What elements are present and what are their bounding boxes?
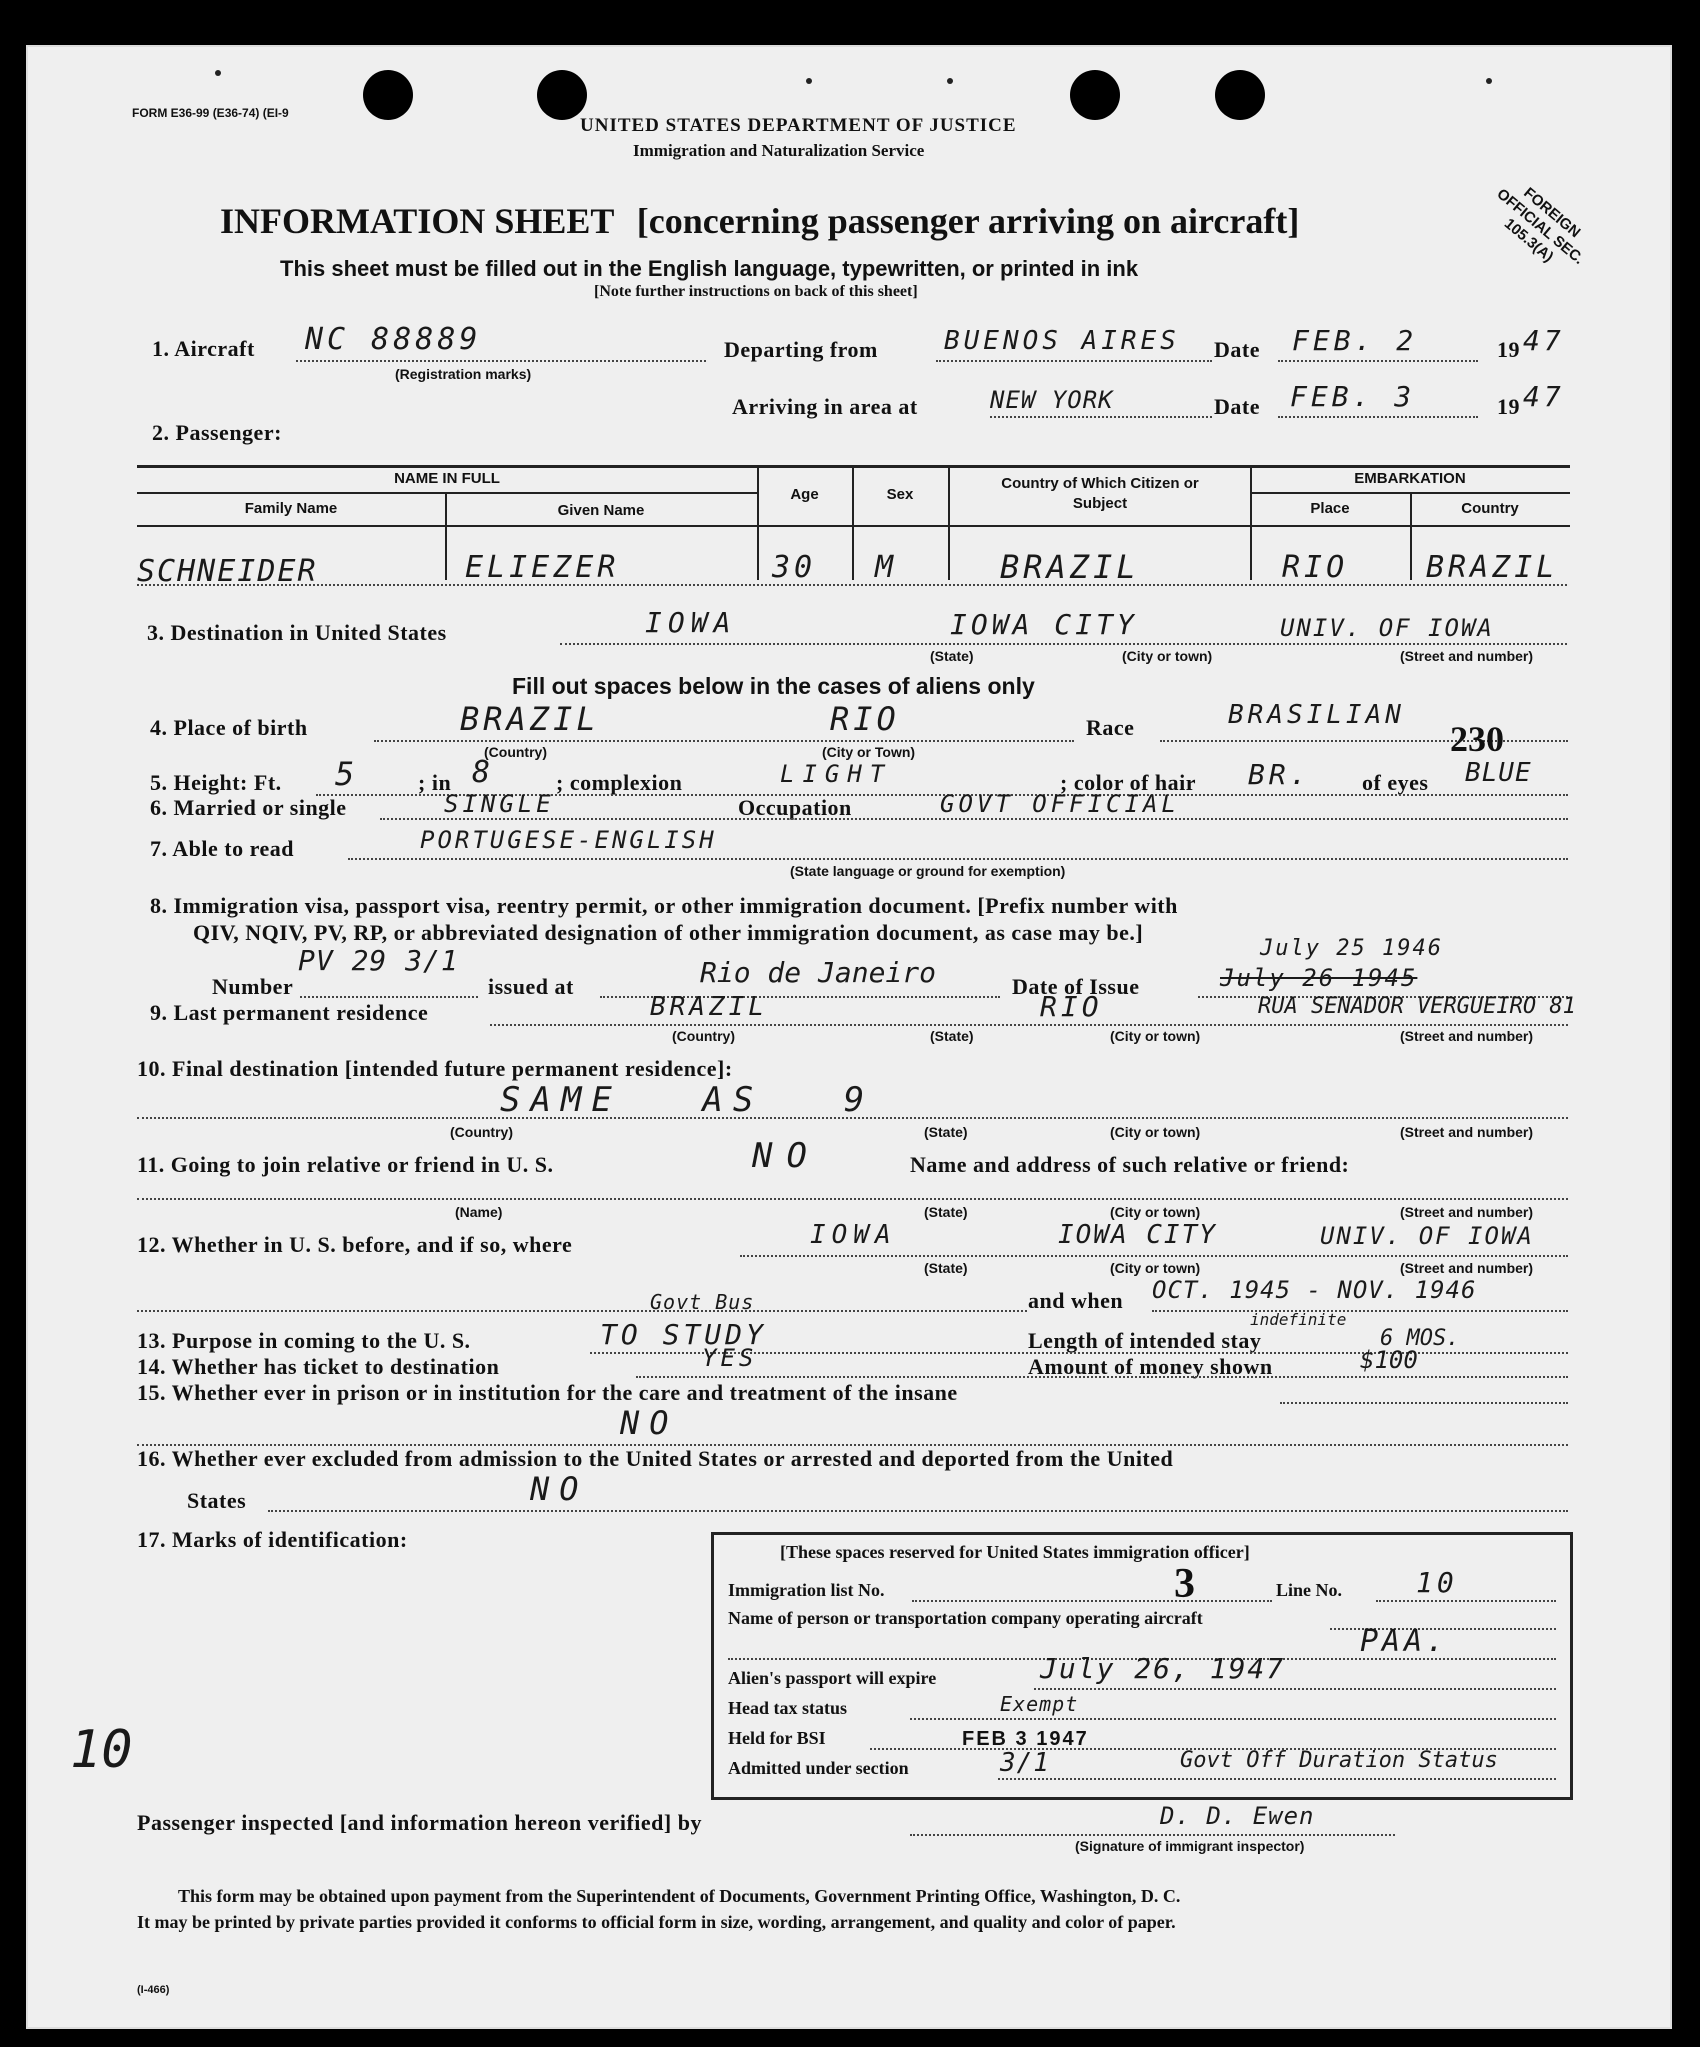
form-code: (I-466) xyxy=(137,1984,170,1996)
sex-value: M xyxy=(875,550,898,585)
race-label: Race xyxy=(1086,715,1135,740)
purpose-value: TO STUDY xyxy=(600,1318,767,1351)
caption-city: (City or town) xyxy=(1110,1028,1201,1044)
visa-text-2: QIV, NQIV, PV, RP, or abbreviated designation of other immigration document, as case may be.] xyxy=(193,920,1144,945)
occupation-label: Occupation xyxy=(738,795,852,820)
header-country: Country of Which Citizen or Subject xyxy=(1001,475,1199,512)
header-age: Age xyxy=(790,486,819,503)
birth-city: RIO xyxy=(830,700,900,738)
money-value: $100 xyxy=(1360,1346,1418,1374)
caption-city: (City or town) xyxy=(1110,1124,1201,1140)
stay-note: indefinite xyxy=(1250,1310,1347,1329)
binder-dot xyxy=(806,78,812,84)
issue-date-crossed: July 26 1945 xyxy=(1220,964,1418,992)
height-feet: 5 xyxy=(335,755,359,793)
line-value: 10 xyxy=(1416,1566,1458,1599)
height-inches: 8 xyxy=(472,755,495,790)
list-label: Immigration list No. xyxy=(728,1580,885,1600)
age-value: 30 xyxy=(772,550,817,585)
form-number: FORM E36-99 (E36-74) (EI-9 xyxy=(132,106,289,120)
race-value: BRASILIAN xyxy=(1228,700,1405,730)
inches-label: ; in xyxy=(418,770,452,795)
previous-street: UNIV. OF IOWA xyxy=(1320,1222,1534,1250)
header-place: Place xyxy=(1310,500,1350,517)
destination-city: IOWA CITY xyxy=(950,608,1138,641)
complexion-value: LIGHT xyxy=(780,760,893,788)
title-sub: [concerning passenger arriving on aircraft] xyxy=(636,201,1300,241)
passport-label: Alien's passport will expire xyxy=(728,1668,937,1688)
admitted-label: Admitted under section xyxy=(728,1758,909,1778)
purpose-note: Govt Bus xyxy=(650,1290,755,1314)
residence-state: RIO xyxy=(1040,990,1103,1023)
issued-at-value: Rio de Janeiro xyxy=(700,956,937,989)
eyes-value: BLUE xyxy=(1465,758,1532,788)
ticket-value: YES xyxy=(702,1344,758,1372)
punch-hole xyxy=(363,70,413,120)
line-label: Line No. xyxy=(1276,1580,1343,1600)
married-value: SINGLE xyxy=(444,790,555,818)
held-value: FEB 3 1947 xyxy=(962,1728,1089,1750)
company-label: Name of person or transportation company operating aircraft xyxy=(728,1608,1203,1628)
arriving-label: Arriving in area at xyxy=(732,394,918,419)
final-destination-value: SAME AS 9 xyxy=(500,1080,875,1120)
embark-country-value: BRAZIL xyxy=(1426,550,1559,585)
hair-label: ; color of hair xyxy=(1060,770,1197,795)
prison-label: 15. Whether ever in prison or in institution for the care and treatment of the insane xyxy=(137,1380,958,1405)
aircraft-label: 1. Aircraft xyxy=(152,336,255,361)
excluded-label-1: 16. Whether ever excluded from admission to the United States or arrested and deported from the United xyxy=(137,1446,1174,1471)
previous-city: IOWA CITY xyxy=(1058,1220,1217,1250)
prison-value: NO xyxy=(620,1404,679,1442)
header-embarkation: EMBARKATION xyxy=(1354,470,1466,487)
given-name-value: ELIEZER xyxy=(465,550,620,585)
caption-country: (Country) xyxy=(484,744,547,760)
foreign-official-stamp: FOREIGN OFFICIAL SEC. 105.3(A) xyxy=(1493,184,1588,268)
stay-value: 6 MOS. xyxy=(1380,1326,1460,1351)
final-destination-label: 10. Final destination [intended future permanent residence]: xyxy=(137,1056,733,1081)
header-sex: Sex xyxy=(886,486,914,503)
inspected-label: Passenger inspected [and information hereon verified] by xyxy=(137,1810,702,1835)
header-emb-country: Country xyxy=(1461,500,1519,517)
embark-place-value: RIO xyxy=(1282,550,1349,585)
residence-label: 9. Last permanent residence xyxy=(150,1000,429,1025)
arriving-value: NEW YORK xyxy=(990,386,1114,414)
caption-city: (City or town) xyxy=(1110,1260,1201,1276)
aliens-heading: Fill out spaces below in the cases of aliens only xyxy=(512,673,1035,699)
arriving-year: 47 xyxy=(1523,380,1565,413)
instruction-text: This sheet must be filled out in the English language, typewritten, or printed in ink xyxy=(280,256,1139,281)
caption-street: (Street and number) xyxy=(1400,1204,1534,1220)
tax-value: Exempt xyxy=(1000,1692,1079,1716)
join-relative-value: NO xyxy=(752,1136,821,1176)
issued-at-label: issued at xyxy=(488,974,574,999)
read-label: 7. Able to read xyxy=(150,836,294,861)
read-caption: (State language or ground for exemption) xyxy=(790,863,1066,879)
title-main: INFORMATION SHEET xyxy=(220,201,614,241)
punch-hole xyxy=(537,70,587,120)
residence-country: BRAZIL xyxy=(650,992,768,1022)
excluded-label-2: States xyxy=(187,1488,247,1513)
identification-label: 17. Marks of identification: xyxy=(137,1527,408,1552)
arriving-year-prefix: 19 xyxy=(1497,394,1520,419)
citizen-country-value: BRAZIL xyxy=(1000,548,1140,586)
aircraft-value: NC 88889 xyxy=(305,322,482,357)
caption-street: (Street and number) xyxy=(1400,1260,1534,1276)
stay-label: Length of intended stay xyxy=(1028,1328,1262,1353)
caption-street: (Street and number) xyxy=(1400,648,1534,664)
tax-label: Head tax status xyxy=(728,1698,848,1718)
read-value: PORTUGESE-ENGLISH xyxy=(420,826,717,854)
purpose-label: 13. Purpose in coming to the U. S. xyxy=(137,1328,471,1353)
caption-street: (Street and number) xyxy=(1400,1124,1534,1140)
caption-state: (State) xyxy=(930,648,974,664)
excluded-value: NO xyxy=(530,1470,589,1508)
inspector-signature: D. D. Ewen xyxy=(1160,1802,1315,1830)
race-code: 230 xyxy=(1450,719,1504,759)
header-name-in-full: NAME IN FULL xyxy=(394,470,500,487)
when-label: and when xyxy=(1028,1288,1124,1313)
caption-state: (State) xyxy=(924,1260,968,1276)
officer-box-heading: [These spaces reserved for United States immigration officer] xyxy=(780,1542,1250,1562)
departing-date: FEB. 2 xyxy=(1292,324,1418,357)
ticket-label: 14. Whether has ticket to destination xyxy=(137,1354,500,1379)
eyes-label: of eyes xyxy=(1362,770,1429,795)
list-value: 3 xyxy=(1174,1561,1195,1607)
departing-label: Departing from xyxy=(724,337,878,362)
hair-value: BR. xyxy=(1248,758,1311,791)
money-label: Amount of money shown xyxy=(1028,1354,1273,1379)
punch-hole xyxy=(1215,70,1265,120)
header-family-name: Family Name xyxy=(244,500,338,517)
caption-country: (Country) xyxy=(450,1124,513,1140)
issue-date-label: Date of Issue xyxy=(1012,974,1140,999)
binder-dot xyxy=(215,70,221,76)
binder-dot xyxy=(947,78,953,84)
registration-caption: (Registration marks) xyxy=(395,366,532,382)
footer-note-1: This form may be obtained upon payment from the Superintendent of Documents, Government Printing Office, Washington, D. C. xyxy=(178,1886,1181,1906)
married-label: 6. Married or single xyxy=(150,795,347,820)
departing-value: BUENOS AIRES xyxy=(944,326,1180,356)
visa-number: PV 29 3/1 xyxy=(298,944,459,977)
held-label: Held for BSI xyxy=(728,1728,826,1748)
birthplace-label: 4. Place of birth xyxy=(150,715,308,740)
caption-city: (City or town) xyxy=(1110,1204,1201,1220)
margin-number: 10 xyxy=(70,1720,133,1780)
departing-year: 47 xyxy=(1523,324,1565,357)
instruction-note: [Note further instructions on back of this sheet] xyxy=(594,283,918,300)
caption-street: (Street and number) xyxy=(1400,1028,1534,1044)
caption-name: (Name) xyxy=(455,1204,503,1220)
footer-note-2: It may be printed by private parties provided it conforms to official form in size, wording, arrangement, and quality and color of paper. xyxy=(137,1912,1176,1932)
destination-state: IOWA xyxy=(645,606,737,639)
visa-number-label: Number xyxy=(212,974,294,999)
header-given-name: Given Name xyxy=(557,502,645,519)
issue-date-corrected: July 25 1946 xyxy=(1260,936,1443,961)
departing-year-prefix: 19 xyxy=(1497,337,1520,362)
page-title xyxy=(220,200,1299,242)
relative-name-label: Name and address of such relative or friend: xyxy=(910,1152,1350,1177)
arriving-date: FEB. 3 xyxy=(1290,380,1416,413)
residence-street: RUA SENADOR VERGUEIRO 81 xyxy=(1258,994,1576,1019)
previous-state: IOWA xyxy=(810,1220,897,1250)
signature-caption: (Signature of immigrant inspector) xyxy=(1075,1838,1305,1854)
destination-label: 3. Destination in United States xyxy=(147,620,447,645)
occupation-value: GOVT OFFICIAL xyxy=(940,790,1180,818)
birth-country: BRAZIL xyxy=(460,700,600,738)
caption-city: (City or town) xyxy=(1122,648,1213,664)
binder-dot xyxy=(1486,78,1492,84)
company-value: PAA. xyxy=(1360,1624,1449,1659)
caption-state: (State) xyxy=(924,1124,968,1140)
caption-city-town: (City or Town) xyxy=(822,744,916,760)
admitted-note: Govt Off Duration Status xyxy=(1180,1748,1498,1773)
previous-visit-label: 12. Whether in U. S. before, and if so, where xyxy=(137,1232,573,1257)
arriving-date-label: Date xyxy=(1214,394,1260,419)
service-title: Immigration and Naturalization Service xyxy=(633,141,925,160)
caption-country: (Country) xyxy=(672,1028,735,1044)
caption-state: (State) xyxy=(930,1028,974,1044)
complexion-label: ; complexion xyxy=(556,770,683,795)
when-value: OCT. 1945 - NOV. 1946 xyxy=(1152,1276,1477,1304)
departing-date-label: Date xyxy=(1214,337,1260,362)
passport-value: July 26, 1947 xyxy=(1040,1652,1286,1685)
visa-text-1: 8. Immigration visa, passport visa, reentry permit, or other immigration document. [Prefix number with xyxy=(150,893,1178,918)
passenger-label: 2. Passenger: xyxy=(152,420,282,445)
family-name-value: SCHNEIDER xyxy=(137,554,318,589)
height-label: 5. Height: Ft. xyxy=(150,770,282,795)
caption-state: (State) xyxy=(924,1204,968,1220)
admitted-value: 3/1 xyxy=(1000,1748,1050,1778)
destination-street: UNIV. OF IOWA xyxy=(1280,614,1494,642)
join-relative-label: 11. Going to join relative or friend in U. S. xyxy=(137,1152,554,1177)
punch-hole xyxy=(1070,70,1120,120)
department-title: UNITED STATES DEPARTMENT OF JUSTICE xyxy=(580,115,1017,136)
